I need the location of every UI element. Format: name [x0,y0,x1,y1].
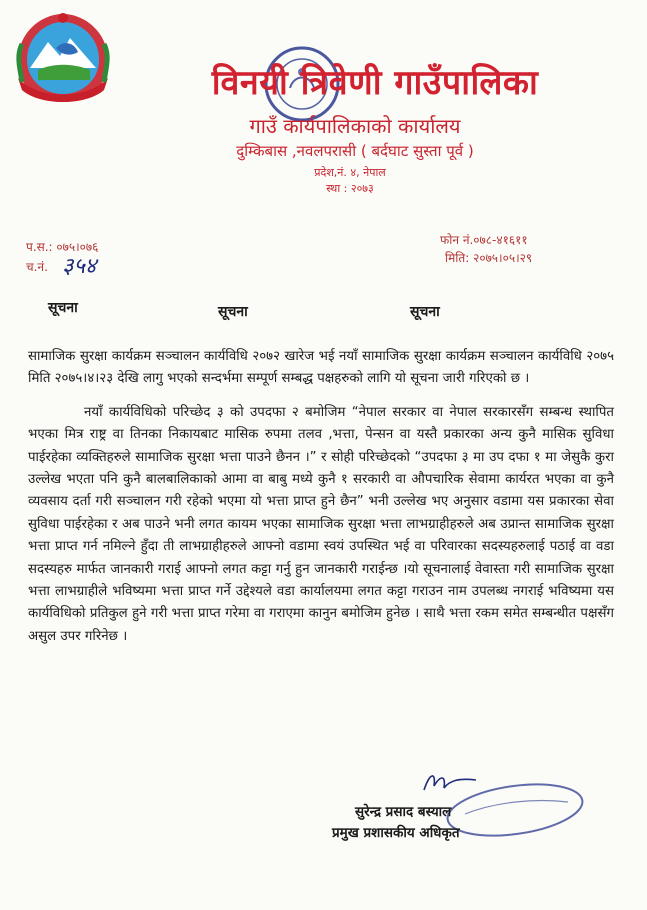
notice-heading-right: सूचना [410,304,440,320]
notice-body [28,346,614,648]
letter-ps-number: प.स.: ०७५।०७६ [26,240,99,254]
municipality-title: विनयी त्रिवेणी गाउँपालिका [211,63,539,103]
body-paragraph-2: नयाँ कार्यविधिको परिच्छेद ३ को उपदफा २ बमोजिम “नेपाल सरकार वा नेपाल सरकारसँग सम्बन्ध स्थापित भएका मित्र राष्ट्र वा तिनका निकायबाट मासिक रुपमा तलव ,भत्ता, पेन्सन वा यस्तै प्रकारका अन्य कुनै मासिक सुविधा पाईरहेका व्यक्तिहरुले सामाजिक सुरक्षा भत्ता पाउने छैनन ।” र सोही परिच्छेदको “उपदफा ३ मा उप दफा १ मा जेसुकै कुरा उल्लेख भएता पनि कुनै बालबालिकाको आमा वा बाबु मध्ये कुनै १ सरकारी वा औपचारिक सेवामा कार्यरत भएका वा कुनै व्यवसाय दर्ता गरी सञ्चालन गरी रहेको भएमा यो भत्ता प्राप्त हुने छैन” भनी उल्लेख भए अनुसार वडामा यस प्रकारका सेवा सुविधा पाईरहेका र अब पाउने भनी लगत कायम भएका सामाजिक सुरक्षा भत्ता लाभग्राहीहरुले अब उप्रान्त सामाजिक सुरक्षा भत्ता प्राप्त गर्न नमिल्ने हुँदा ती लाभग्राहीहरुले आफ्नो वडामा स्वयं उपस्थित भई वा परिवारका सदस्यहरुलाई पठाई वा वडा सदस्यहरु मार्फत जानकारी गराई आफ्नो लगत कट्टा गर्नु हुन जानकारी गराईन्छ ।यो सूचनालाई वेवास्ता गरी सामाजिक सुरक्षा भत्ता लाभग्राहीले भविष्यमा भत्ता प्राप्त गर्ने उद्देश्यले वडा कार्यालयमा लगत कट्टा गराउन नाम उपलब्ध नगराई भविष्यमा यस कार्यविधिको प्रतिकुल हुने गरी भत्ता प्राप्त गरेमा वा गराएमा कानुन बमोजिम हुनेछ । साथै भत्ता रकम समेत सम्बन्धीत पक्षसँग असुल उपर गरिनेछ । [28,404,614,644]
officer-stamp-icon [440,780,590,840]
notice-heading-left: सूचना [48,300,78,316]
letter-date: मिति: २०७५।०५।२९ [445,251,533,265]
officer-title: प्रमुख प्रशासकीय अधिकृत [332,825,460,841]
established-line: स्था : २०७३ [326,182,374,195]
body-paragraph-1: सामाजिक सुरक्षा कार्यक्रम सञ्चालन कार्यविधि २०७२ खारेज भई नयाँ सामाजिक सुरक्षा कार्यक्रम सञ्चालन कार्यविधि २०७५ मिति २०७५।४।२३ देखि लागु भएको सन्दर्भमा सम्पूर्ण सम्बद्ध पक्षहरुको लागि यो सूचना जारी गरिएको छ । [28,349,614,387]
letter-cn-label: च.नं. [26,260,48,274]
officer-name: सुरेन्द्र प्रसाद बस्याल [355,804,452,820]
office-name: गाउँ कार्यपालिकाको कार्यालय [249,114,461,138]
notice-heading-center: सूचना [218,304,248,320]
nepal-emblem-icon [8,8,118,108]
province-line: प्रदेश,नं. ४, नेपाल [314,166,386,179]
office-address: दुम्किबास ,नवलपरासी ( बर्दघाट सुस्ता पूर्व ) [236,142,474,160]
letter-cn-handwritten: ३५४ [62,254,97,279]
office-phone: फोन नं.०७८-४१६११ [440,233,528,247]
